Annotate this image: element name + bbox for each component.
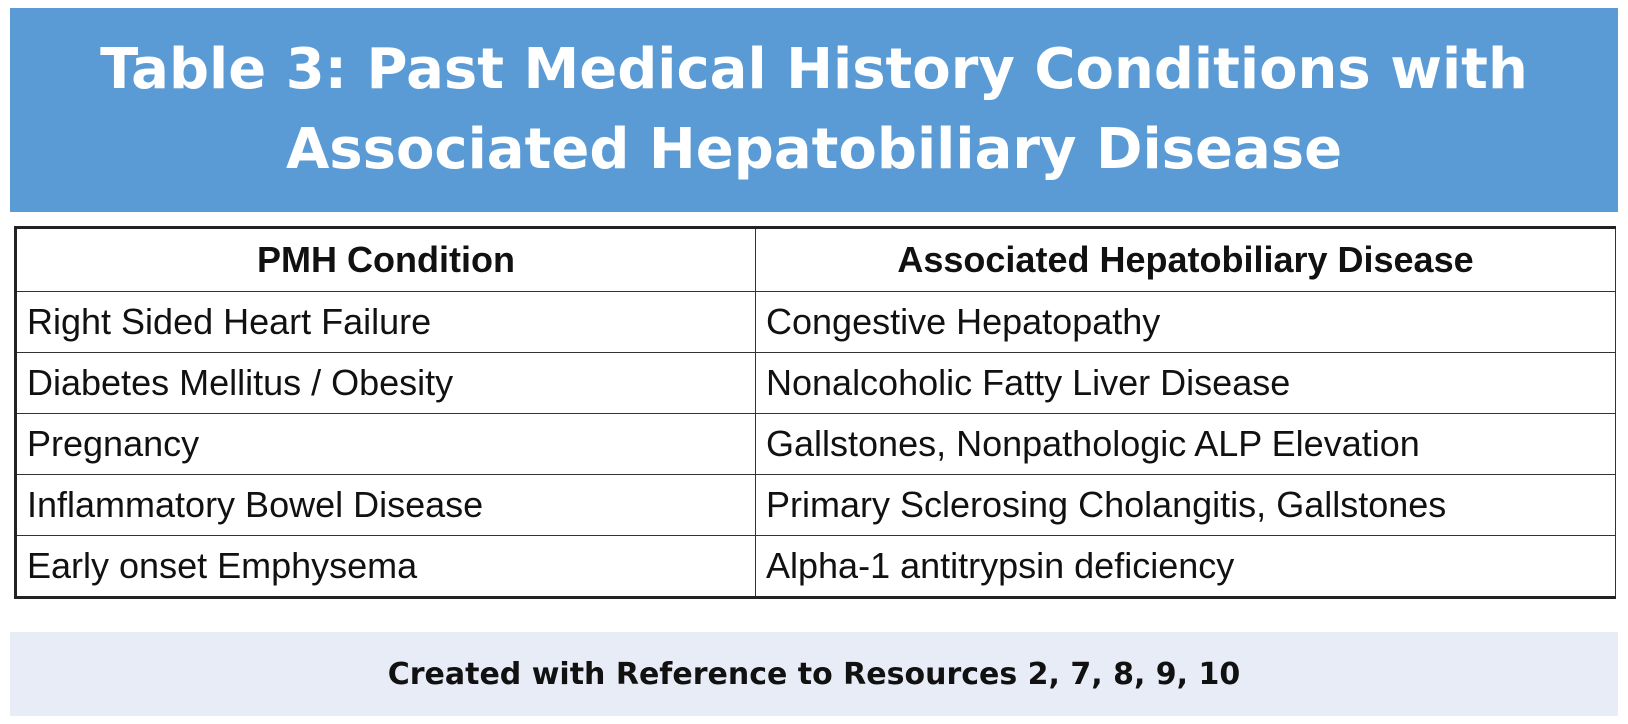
cell-associated-disease: Congestive Hepatopathy	[756, 292, 1616, 353]
cell-associated-disease: Alpha-1 antitrypsin deficiency	[756, 536, 1616, 598]
cell-pmh-condition: Diabetes Mellitus / Obesity	[16, 353, 756, 414]
header-pmh-condition: PMH Condition	[16, 228, 756, 292]
cell-pmh-condition: Pregnancy	[16, 414, 756, 475]
cell-associated-disease: Nonalcoholic Fatty Liver Disease	[756, 353, 1616, 414]
table-row	[16, 353, 1616, 414]
table-title-line-2: Associated Hepatobiliary Disease	[285, 117, 1343, 182]
cell-pmh-condition: Right Sided Heart Failure	[16, 292, 756, 353]
table-header-row	[16, 228, 1616, 292]
cell-associated-disease: Gallstones, Nonpathologic ALP Elevation	[756, 414, 1616, 475]
cell-pmh-condition: Early onset Emphysema	[16, 536, 756, 598]
table-row	[16, 414, 1616, 475]
footer-bar	[10, 632, 1618, 716]
reference-note: Created with Reference to Resources 2, 7, 8, 9, 10	[387, 656, 1241, 692]
cell-associated-disease: Primary Sclerosing Cholangitis, Gallstones	[756, 475, 1616, 536]
table-title-line-1: Table 3: Past Medical History Conditions with	[100, 37, 1528, 102]
header-associated-disease: Associated Hepatobiliary Disease	[756, 228, 1616, 292]
table-row	[16, 475, 1616, 536]
pmh-table	[14, 226, 1616, 599]
table-row	[16, 536, 1616, 598]
title-banner	[10, 8, 1618, 212]
table-container	[14, 226, 1614, 618]
cell-pmh-condition: Inflammatory Bowel Disease	[16, 475, 756, 536]
table-row	[16, 292, 1616, 353]
